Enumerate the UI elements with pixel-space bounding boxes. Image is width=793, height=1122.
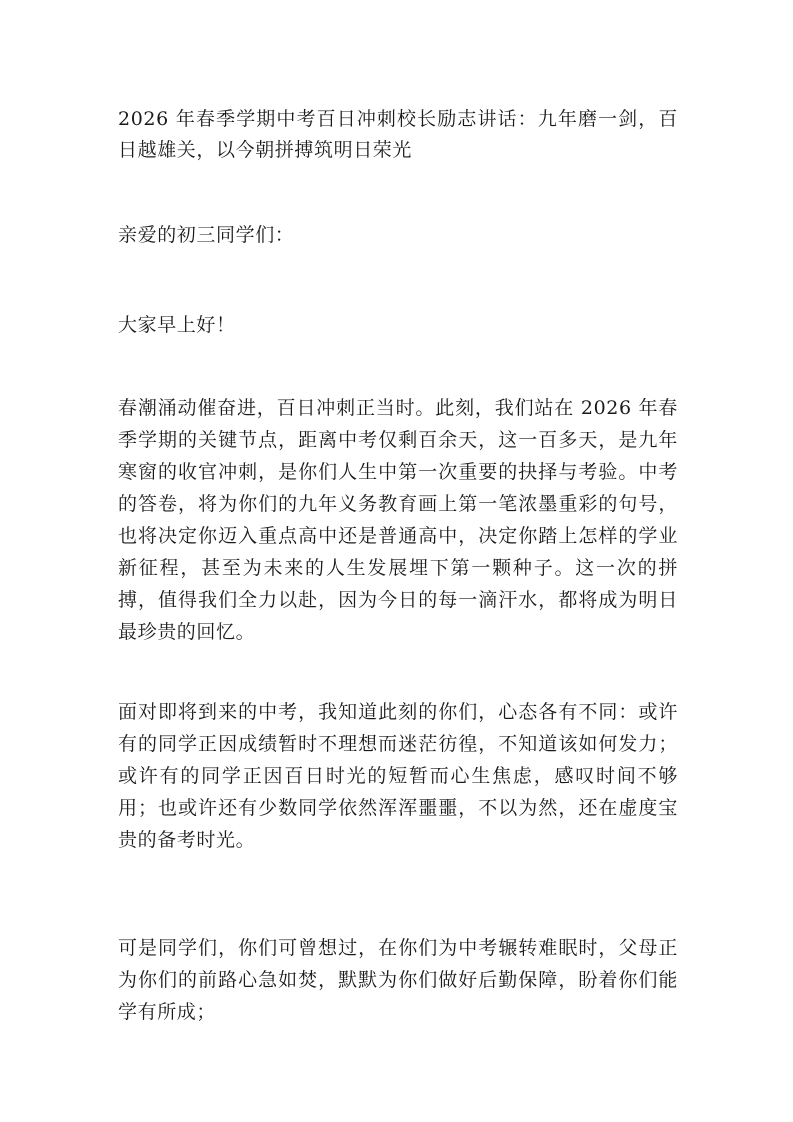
document-title: 2026 年春季学期中考百日冲刺校长励志讲话：九年磨一剑，百日越雄关，以今朝拼搏筑明日荣光	[118, 108, 678, 161]
paragraph: 春潮涌动催奋进，百日冲刺正当时。此刻，我们站在 2026 年春季学期的关键节点，距离中考仅剩百余天，这一百多天，是九年寒窗的收官冲刺，是你们人生中第一次重要的抉择与考验。中考的答卷，将为你们的九年义务教育画上第一笔浓墨重彩的句号，也将决定你迈入重点高中还是普通高中，决定你踏上怎样的学业新征程，甚至为未来的人生发展埋下第一颗种子。这一次的拼搏，值得我们全力以赴，因为今日的每一滴汗水，都将成为明日最珍贵的回忆。	[118, 397, 678, 643]
paragraph: 可是同学们，你们可曾想过，在你们为中考辗转难眠时，父母正为你们的前路心急如焚，默默为你们做好后勤保障，盼着你们能学有所成；	[118, 937, 678, 1023]
greeting: 大家早上好！	[118, 314, 236, 336]
salutation: 亲爱的初三同学们：	[118, 224, 295, 246]
paragraph: 面对即将到来的中考，我知道此刻的你们，心态各有不同：或许有的同学正因成绩暂时不理想而迷茫彷徨，不知道该如何发力；或许有的同学正因百日时光的短暂而心生焦虑，感叹时间不够用；也或许还有少数同学依然浑浑噩噩，不以为然，还在虚度宝贵的备考时光。	[118, 701, 678, 851]
